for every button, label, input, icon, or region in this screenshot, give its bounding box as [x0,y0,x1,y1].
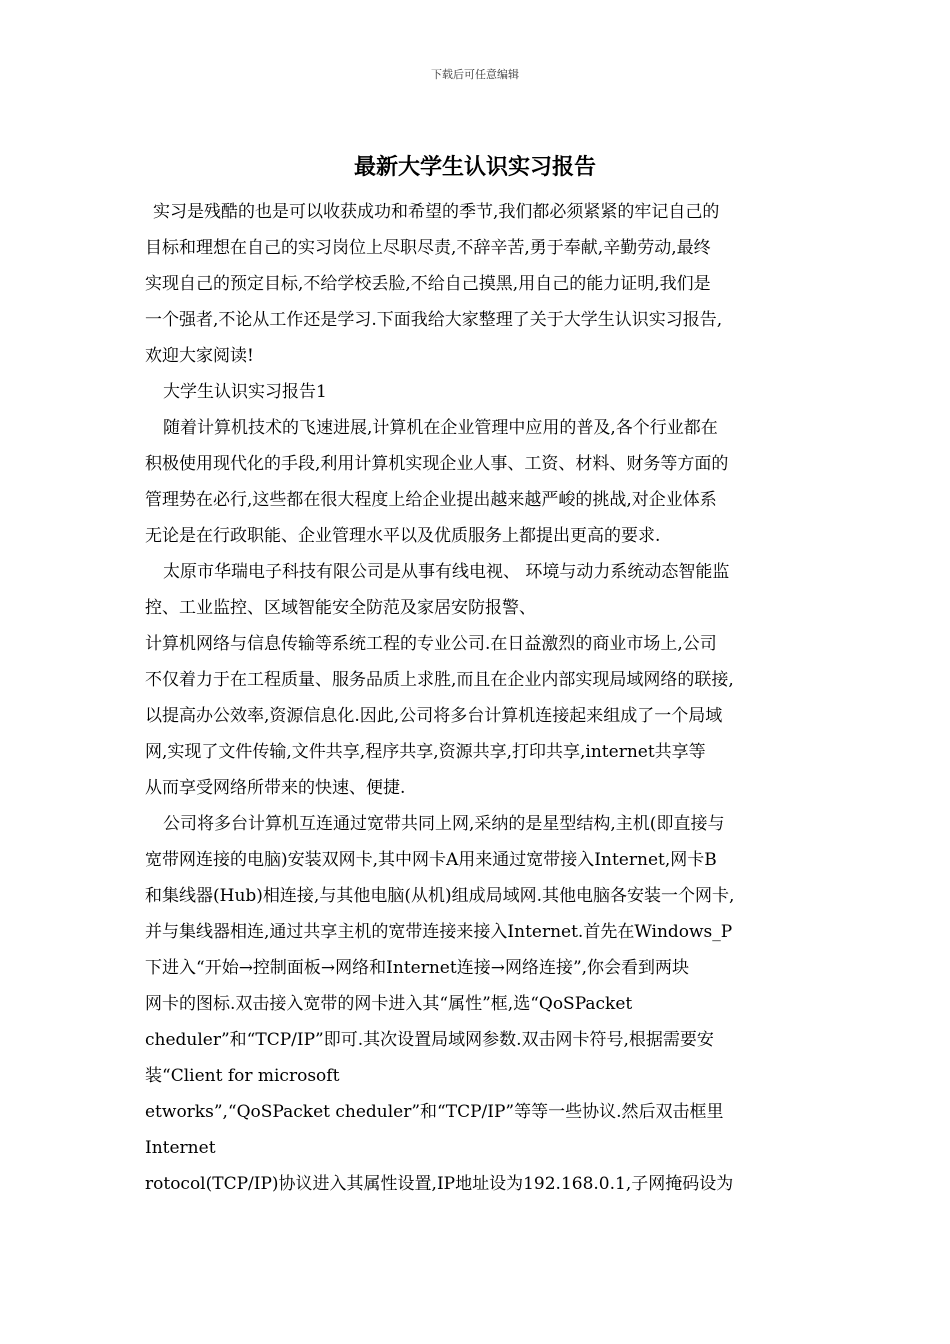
text-line: 计算机网络与信息传输等系统工程的专业公司.在日益激烈的商业市场上,公司 [145,634,717,654]
text-line: Internet [145,1138,216,1158]
text-line: 从而享受网络所带来的快速、便捷. [145,778,406,798]
text-line: 下进入“开始→控制面板→网络和Internet连接→网络连接”,你会看到两块 [145,958,690,978]
text-line: cheduler”和“TCP/IP”即可.其次设置局域网参数.双击网卡符号,根据需要安 [145,1030,714,1050]
text-line: 欢迎大家阅读! [145,346,254,366]
text-line: 装“Client for microsoft [145,1066,340,1086]
document-title: 最新大学生认识实习报告 [353,155,596,180]
text-line: 和集线器(Hub)相连接,与其他电脑(从机)组成局域网.其他电脑各安装一个网卡, [145,886,735,906]
text-line: 无论是在行政职能、企业管理水平以及优质服务上都提出更高的要求. [145,526,661,546]
text-line: 随着计算机技术的飞速进展,计算机在企业管理中应用的普及,各个行业都在 [163,418,718,438]
document-body [145,194,813,1202]
text-line: etworks”,“QoSPacket cheduler”和“TCP/IP”等等一些协议.然后双击框里 [145,1102,724,1122]
text-line: 网卡的图标.双击接入宽带的网卡进入其“属性”框,选“QoSPacket [145,994,633,1014]
text-line: 网,实现了文件传输,文件共享,程序共享,资源共享,打印共享,internet共享等 [145,742,706,762]
text-line: 以提高办公效率,资源信息化.因此,公司将多台计算机连接起来组成了一个局域 [145,706,723,726]
text-line: 并与集线器相连,通过共享主机的宽带连接来接入Internet.首先在Windows_P [145,922,733,942]
text-line: 目标和理想在自己的实习岗位上尽职尽责,不辞辛苦,勇于奉献,辛勤劳动,最终 [145,238,711,258]
text-line: 大学生认识实习报告1 [163,382,327,402]
text-line: 不仅着力于在工程质量、服务品质上求胜,而且在企业内部实现局域网络的联接, [145,670,734,690]
text-line: 实习是残酷的也是可以收获成功和希望的季节,我们都必须紧紧的牢记自己的 [153,202,720,222]
text-line: 实现自己的预定目标,不给学校丢脸,不给自己摸黑,用自己的能力证明,我们是 [145,274,711,294]
text-line: 公司将多台计算机互连通过宽带共同上网,采纳的是星型结构,主机(即直接与 [163,814,725,834]
text-line: 积极使用现代化的手段,利用计算机实现企业人事、工资、材料、财务等方面的 [145,454,729,474]
header-note: 下载后可任意编辑 [431,68,519,81]
text-line: 管理势在必行,这些都在很大程度上给企业提出越来越严峻的挑战,对企业体系 [145,490,717,510]
text-line: 一个强者,不论从工作还是学习.下面我给大家整理了关于大学生认识实习报告, [145,310,723,330]
text-line: rotocol(TCP/IP)协议进入其属性设置,IP地址设为192.168.0.1,子网掩码设为 [145,1174,734,1194]
text-line: 控、工业监控、区域智能安全防范及家居安防报警、 [145,598,536,618]
text-line: 太原市华瑞电子科技有限公司是从事有线电视、 环境与动力系统动态智能监 [163,562,730,582]
text-line: 宽带网连接的电脑)安装双网卡,其中网卡A用来通过宽带接入Internet,网卡B [145,850,717,870]
